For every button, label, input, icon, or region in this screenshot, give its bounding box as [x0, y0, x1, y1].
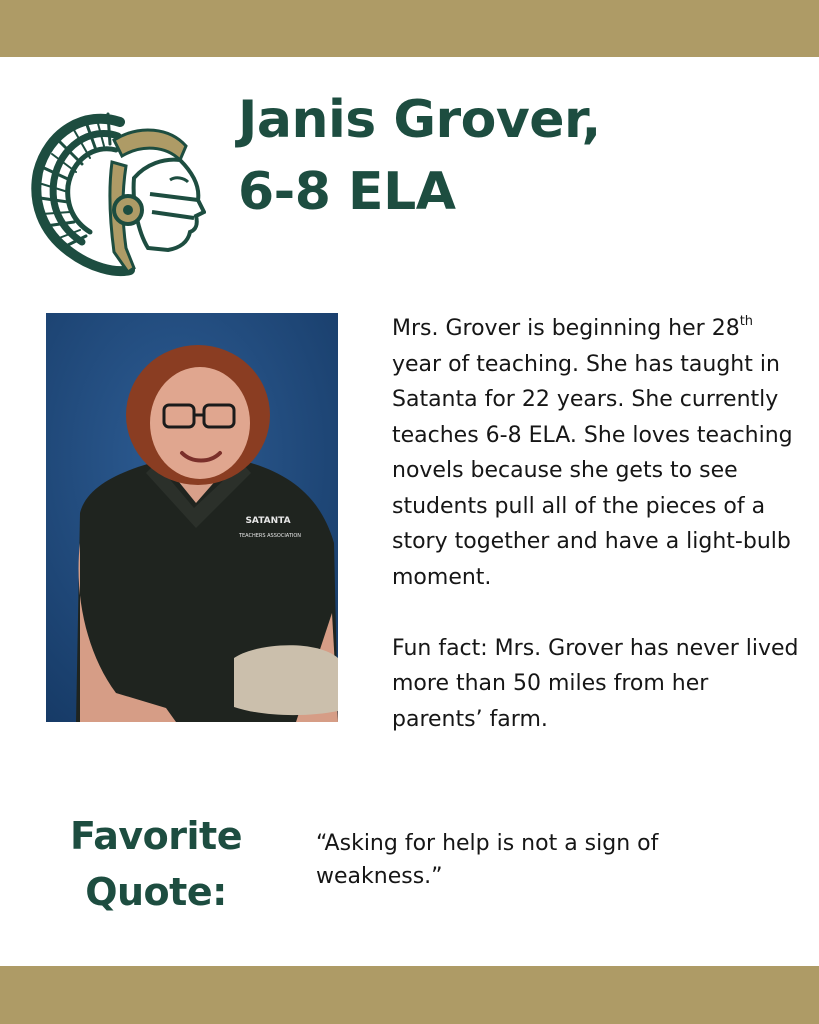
shirt-logo-text-1: SATANTA — [245, 516, 291, 526]
indian-head-logo-icon — [30, 102, 206, 280]
page-title — [238, 84, 601, 228]
teacher-photo — [46, 313, 338, 722]
bottom-band — [0, 966, 819, 1024]
top-band — [0, 0, 819, 57]
bio-text — [392, 311, 802, 737]
title-name: Janis Grover, — [238, 90, 601, 150]
bio-paragraph-fun-fact: Fun fact: Mrs. Grover has never lived more than 50 miles from her parents’ farm. — [392, 635, 799, 732]
favorite-quote-text: “Asking for help is not a sign of weakness.” — [316, 831, 659, 889]
title-subject: 6-8 ELA — [238, 162, 456, 222]
shirt-logo-text-2: TEACHERS ASSOCIATION — [238, 533, 302, 539]
bio-paragraph-1: Mrs. Grover is beginning her 28th year of teaching. She has taught in Satanta for 22 years. She currently teaches 6-8 ELA. She loves teaching novels because she gets to see students pull all of the pieces of a story together and have a light-bulb moment. — [392, 313, 793, 590]
favorite-quote-label: Favorite Quote: — [70, 814, 242, 914]
